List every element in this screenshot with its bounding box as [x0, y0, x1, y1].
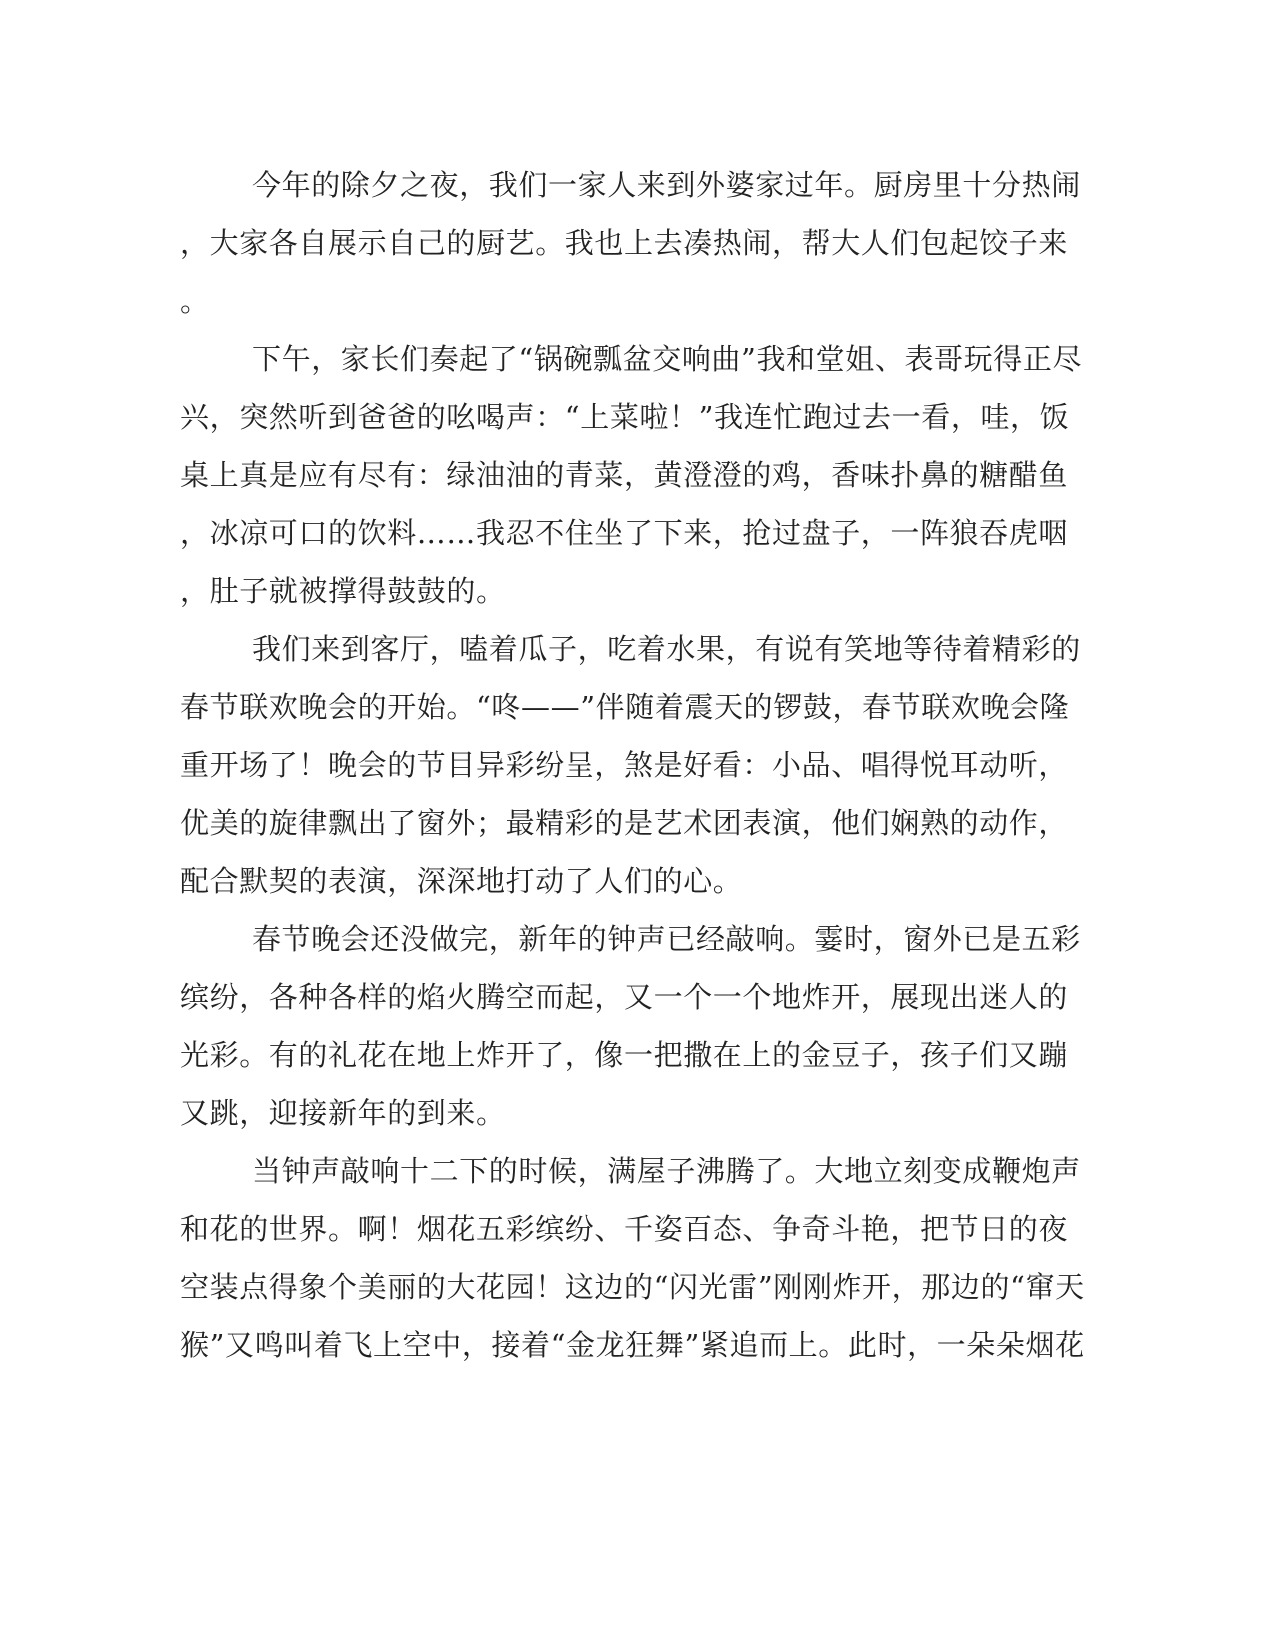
text-line: 空装点得象个美丽的大花园！这边的“闪光雷”刚刚炸开，那边的“窜天	[180, 1270, 1085, 1304]
text-line: 和花的世界。啊！烟花五彩缤纷、千姿百态、争奇斗艳，把节日的夜	[180, 1212, 1069, 1246]
text-line: 优美的旋律飘出了窗外；最精彩的是艺术团表演，他们娴熟的动作，	[180, 806, 1069, 840]
paragraph-5	[180, 1142, 1085, 1374]
text-line: 春节联欢晚会的开始。“咚——”伴随着震天的锣鼓，春节联欢晚会隆	[180, 690, 1070, 724]
text-line: 猴”又鸣叫着飞上空中，接着“金龙狂舞”紧追而上。此时，一朵朵烟花	[180, 1328, 1085, 1362]
text-line: 我们来到客厅，嗑着瓜子，吃着水果，有说有笑地等待着精彩的	[252, 632, 1081, 666]
document-body	[180, 156, 1085, 1374]
paragraph-1	[180, 156, 1081, 330]
text-line: 下午，家长们奏起了“锅碗瓢盆交响曲”我和堂姐、表哥玩得正尽	[252, 342, 1083, 376]
text-line: 缤纷，各种各样的焰火腾空而起，又一个一个地炸开，展现出迷人的	[180, 980, 1069, 1014]
text-line: 重开场了！晚会的节目异彩纷呈，煞是好看：小品、唱得悦耳动听，	[180, 748, 1069, 782]
text-line: 配合默契的表演，深深地打动了人们的心。	[180, 864, 743, 898]
text-line: 又跳，迎接新年的到来。	[180, 1096, 506, 1130]
text-line: 。	[180, 284, 210, 318]
text-line: ，大家各自展示自己的厨艺。我也上去凑热闹，帮大人们包起饺子来	[180, 226, 1069, 260]
text-line: 春节晚会还没做完，新年的钟声已经敲响。霎时，窗外已是五彩	[252, 922, 1081, 956]
paragraph-3	[180, 620, 1081, 910]
text-line: 今年的除夕之夜，我们一家人来到外婆家过年。厨房里十分热闹	[252, 168, 1081, 202]
paragraph-4	[180, 910, 1081, 1142]
text-line: 光彩。有的礼花在地上炸开了，像一把撒在上的金豆子，孩子们又蹦	[180, 1038, 1069, 1072]
text-line: ，冰凉可口的饮料……我忍不住坐了下来，抢过盘子，一阵狼吞虎咽	[180, 516, 1069, 550]
text-line: ，肚子就被撑得鼓鼓的。	[180, 574, 506, 608]
text-line: 当钟声敲响十二下的时候，满屋子沸腾了。大地立刻变成鞭炮声	[252, 1154, 1081, 1188]
paragraph-2	[180, 330, 1083, 620]
text-line: 兴，突然听到爸爸的吆喝声：“上菜啦！”我连忙跑过去一看，哇，饭	[180, 400, 1070, 434]
text-line: 桌上真是应有尽有：绿油油的青菜，黄澄澄的鸡，香味扑鼻的糖醋鱼	[180, 458, 1069, 492]
